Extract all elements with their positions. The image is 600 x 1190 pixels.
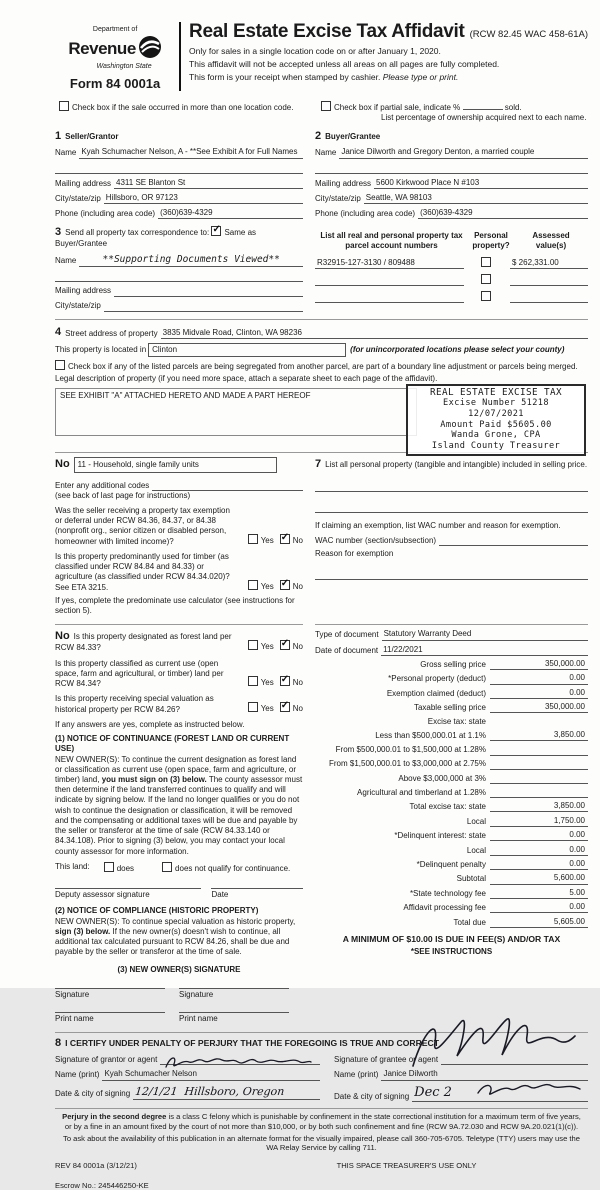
tax-row-label: Local: [466, 816, 486, 826]
stamp-excise-number: Excise Number 51218: [443, 398, 549, 409]
tax-row-label: From $500,000.01 to $1,500,000 at 1.28%: [335, 745, 486, 755]
corr-name-label: Name: [55, 256, 77, 266]
buyer-phone-label: Phone (including area code): [315, 209, 416, 219]
form-subtitle-1: Only for sales in a single location code on or after January 1, 2020.: [189, 46, 441, 57]
tax-row-label: *Personal property (deduct): [388, 674, 486, 684]
s6-q1-text: Is this property designated as forest land per RCW 84.33?: [55, 632, 232, 653]
tax-row-label: *State technology fee: [409, 888, 486, 898]
tax-row-value-field[interactable]: 350,000.00: [490, 702, 588, 713]
seller-mailing-label: Mailing address: [55, 178, 112, 188]
buyer-name2-field[interactable]: [315, 163, 588, 174]
s6-note: If any answers are yes, complete as instructed below.: [55, 719, 245, 729]
tax-row-value-field[interactable]: 3,850.00: [490, 730, 588, 741]
section2-number: 2: [315, 130, 322, 143]
parcel-col-header: List all real and personal property tax: [320, 231, 463, 241]
section6-number: No: [55, 630, 70, 643]
stamp-amount-paid: Amount Paid $5605.00: [440, 419, 552, 430]
seller-mailing-field[interactable]: 4311 SE Blanton St: [114, 178, 303, 189]
grantor-date-city-label: Date & city of signing: [55, 1089, 131, 1099]
tax-row-value-field[interactable]: 0.00: [490, 688, 588, 699]
tax-row: [315, 730, 588, 741]
form-subtitle-3: This form is your receipt when stamped by cashier.: [189, 72, 381, 83]
section3-number: 3: [55, 226, 62, 239]
notice1-body: NEW OWNER(S): To continue the current designation as forest land or classification as current use (open space, farm and agriculture, or timber) land, you must sign on (3) below. The county assessor must then determine if the land transferred continues to qualify and will indicate by signing below. If the land no longer qualifies or you do not wish to continue the designation or classification, it will be removed and the compensating or additional taxes will be due and payable by the seller or transferor at the time of sale (RCW 84.33.140 or 84.34.108). Prior to signing (3) below, you may contact your local county assessor for more information.: [55, 754, 303, 856]
supporting-documents-stamp: **Supporting Documents Viewed**: [79, 254, 303, 267]
s7-line: List all personal property (tangible and intangible) included in selling price.: [325, 459, 588, 469]
multi-location-checkbox[interactable]: [59, 101, 69, 111]
form-number: Form 84 0001a: [69, 76, 161, 92]
notice2-body: NEW OWNER(S): To continue special valuation as historic property, sign (3) below. If the new owner(s) doesn't wish to continue, all additional tax calculated pursuant to RCW 84.26, shall be due and payable by the seller or transferor at the time of sale.: [55, 916, 296, 957]
new-owner-signature-2-field[interactable]: Signature: [179, 988, 289, 1000]
treasurer-use-label: THIS SPACE TREASURER'S USE ONLY: [336, 1161, 477, 1170]
correspondence-section: [55, 225, 303, 311]
land-label: This land:: [55, 861, 90, 871]
s5-q2-yes-checkbox[interactable]: [248, 580, 258, 590]
parcel-number-field[interactable]: [315, 292, 464, 303]
tax-row: [315, 702, 588, 713]
tax-row-value-field[interactable]: 5,605.00: [490, 917, 588, 928]
tax-row-value-field[interactable]: [490, 745, 588, 756]
s6-q3-text: Is this property receiving special valuation as historical property per RCW 84.26?: [55, 694, 214, 714]
land-does-label: does: [116, 863, 135, 873]
land-does-checkbox[interactable]: [104, 862, 114, 872]
deputy-date-field[interactable]: [211, 888, 303, 900]
parcel-row: [315, 257, 588, 269]
same-as-buyer-label: Same as Buyer/Grantee: [55, 228, 257, 249]
tax-row-label: Subtotal: [456, 874, 486, 884]
deputy-assessor-label: Deputy assessor signature: [55, 890, 150, 900]
tax-row: [315, 888, 588, 899]
rev-number: REV 84 0001a (3/12/21): [55, 1161, 137, 1170]
tax-row-label: *Delinquent penalty: [416, 859, 486, 869]
segregated-checkbox[interactable]: [55, 360, 65, 370]
section2-title: Buyer/Grantee: [325, 132, 381, 142]
buyer-csz-label: City/state/zip: [315, 193, 361, 203]
parcel-number-field[interactable]: [315, 275, 464, 286]
parcel-row: [315, 291, 588, 303]
tax-row: [315, 801, 588, 812]
parcel-table: List all real and personal property tax parcel account numbers Personal property? Assessed value(s) R32915-127-3130 / 809488 $ 262,331.00: [315, 225, 588, 311]
stamp-title: REAL ESTATE EXCISE TAX: [430, 386, 562, 398]
land-does-not-label: does not qualify for continuance.: [175, 863, 291, 873]
tax-row-value-field[interactable]: [490, 759, 588, 770]
tax-row: [315, 902, 588, 913]
seller-section: [55, 129, 303, 219]
assessed-value-col-header: Assessed: [532, 231, 570, 241]
tax-row: [315, 717, 588, 727]
tax-row-value-field[interactable]: [490, 773, 588, 784]
buyer-section: [315, 129, 588, 219]
s6-q3-yes-checkbox[interactable]: [248, 702, 258, 712]
use-code-section: No 11 - Household, single family units Enter any additional codes (see back of last page for instructions) Was the seller receiving a property tax exemption or deferral under RCW 84.36, 84.37, or 84.38 (nonprofit org., senior citizen or disabled person, homeowner with limited income)? Yes ✓ No Is this property predominantly used for timber (as classified under RCW 84.84 and 84.33) or agriculture (as classified under RCW 84.34.020)? See ETA 3215. Yes ✓ No If yes, complete the predominate use calculator (see instructions for section 5).: [55, 457, 303, 617]
personal-property-section: [315, 457, 588, 617]
located-select[interactable]: Clinton: [148, 343, 346, 357]
seller-csz-field[interactable]: Hillsboro, OR 97123: [104, 193, 303, 204]
tax-row: [315, 659, 588, 670]
s5-q2-no-checkbox[interactable]: [280, 580, 290, 590]
seller-name-label: Name: [55, 148, 77, 158]
grantee-date-city-field[interactable]: Dec 2: [412, 1085, 588, 1103]
s5-q1-yes-checkbox[interactable]: [248, 534, 258, 544]
seller-name-field[interactable]: Kyah Schumacher Nelson, A - **See Exhibit A for Full Names: [79, 147, 303, 158]
s6-q2-no-checkbox[interactable]: [280, 676, 290, 686]
land-does-not-checkbox[interactable]: [162, 862, 172, 872]
tax-row-label: Taxable selling price: [413, 703, 486, 713]
tax-row-value-field[interactable]: 350,000.00: [490, 659, 588, 670]
seller-name2-field[interactable]: [55, 163, 303, 174]
land-use-code-select[interactable]: 11 - Household, single family units: [74, 457, 277, 473]
seller-csz-label: City/state/zip: [55, 193, 101, 203]
tax-row: [315, 688, 588, 699]
tax-row-value-field[interactable]: 5,600.00: [490, 873, 588, 884]
tax-row: [315, 830, 588, 841]
additional-codes-note: (see back of last page for instructions): [55, 490, 191, 500]
escrow-number: 245446250-KE: [98, 1180, 149, 1190]
minimum-due-line: A MINIMUM OF $10.00 IS DUE IN FEE(S) AND/OR TAX: [342, 933, 561, 944]
parcel-number-field[interactable]: R32915-127-3130 / 809488: [315, 258, 464, 269]
assessed-value-field[interactable]: [510, 275, 588, 286]
located-label: This property is located in: [55, 344, 147, 354]
s6-q3-no-checkbox[interactable]: [280, 702, 290, 712]
personal-property-checkbox[interactable]: [481, 274, 491, 284]
section8-number: 8: [55, 1037, 62, 1050]
corr-name2-field[interactable]: [55, 271, 303, 282]
form-subtitle-2: This affidavit will not be accepted unless all areas on all pages are fully completed.: [189, 59, 500, 70]
s7-exemption-line: If claiming an exemption, list WAC number and reason for exemption.: [315, 520, 561, 530]
date-of-document-label: Date of document: [315, 645, 379, 655]
personal-property-checkbox[interactable]: [481, 291, 491, 301]
s5-q2-text: Is this property predominantly used for timber (as classified under RCW 84.84 and 84.33) or agriculture (as classified under RCW 84.34.020)? See ETA 3215.: [55, 551, 230, 592]
grantee-signature-label: Signature of grantee or agent: [334, 1055, 439, 1065]
form-footer: [55, 1108, 588, 1190]
escrow-label: Escrow No.:: [55, 1180, 96, 1190]
buyer-phone-field[interactable]: (360)639-4329: [418, 208, 588, 219]
tax-row: [315, 745, 588, 756]
additional-codes-label: Enter any additional codes: [55, 480, 150, 490]
section5-number: No: [55, 457, 70, 470]
section1-title: Seller/Grantor: [65, 132, 119, 142]
partial-sale-checkbox[interactable]: [321, 101, 331, 111]
tax-row-label: *Delinquent interest: state: [394, 831, 486, 841]
tax-row-label: Above $3,000,000 at 3%: [398, 773, 486, 783]
grantor-date-city-field[interactable]: 12/1/21 Hillsboro, Oregon: [133, 1085, 320, 1100]
legal-description-label: Legal description of property (if you need more space, attach a separate sheet to each page of the affidavit).: [55, 374, 438, 384]
legal-description-field[interactable]: SEE EXHIBIT "A" ATTACHED HERETO AND MADE A PART HEREOF: [55, 388, 417, 436]
notice1-title: (1) NOTICE OF CONTINUANCE (FOREST LAND OR CURRENT USE): [55, 734, 290, 754]
tax-row-label: From $1,500,000.01 to $3,000,000 at 2.75%: [328, 759, 486, 769]
s5-q1-text: Was the seller receiving a property tax exemption or deferral under RCW 84.36, 84.37, or 84.38 (nonprofit org., senior citizen or disabled person, homeowner with limited income)?: [55, 505, 230, 546]
see-instructions-line: *SEE INSTRUCTIONS: [410, 946, 493, 956]
new-owners-signature-title: (3) NEW OWNER(S) SIGNATURE: [117, 965, 241, 975]
grantee-name-print-field[interactable]: Janice Dilworth: [381, 1069, 588, 1080]
tax-row: [315, 787, 588, 798]
tax-row-value-field[interactable]: 0.00: [490, 859, 588, 870]
tax-row-label: Affidavit processing fee: [403, 903, 486, 913]
s7-reason-field[interactable]: [315, 567, 588, 580]
buyer-mailing-field[interactable]: 5600 Kirkwood Place N #103: [374, 178, 588, 189]
tax-row: [315, 859, 588, 870]
located-note: (for unincorporated locations please select your county): [350, 344, 565, 354]
tax-row: [315, 673, 588, 684]
partial-sale-percent-field[interactable]: [463, 101, 503, 110]
header-divider: [179, 22, 181, 91]
tax-row-label: Local: [466, 845, 486, 855]
agency-state-label: Washington State: [96, 63, 152, 71]
date-of-document-field[interactable]: 11/22/2021: [381, 645, 588, 656]
tax-row-label: Agricultural and timberland at 1.28%: [357, 787, 486, 797]
tax-row: [315, 759, 588, 770]
deputy-assessor-signature-field[interactable]: [55, 888, 201, 900]
tax-row-value-field[interactable]: 3,850.00: [490, 801, 588, 812]
tax-row-value-field[interactable]: 0.00: [490, 830, 588, 841]
tax-row-value-field[interactable]: 0.00: [490, 902, 588, 913]
s6-q1-yes-checkbox[interactable]: [248, 640, 258, 650]
buyer-csz-field[interactable]: Seattle, WA 98103: [364, 193, 588, 204]
alt-format-notice: To ask about the availability of this publication in an alternate format for the visually impaired, please call 360-705-6705. Teletype (TTY) users may use the WA Relay Service by calling 711.: [63, 1133, 580, 1153]
tax-row: [315, 845, 588, 856]
partial-sale-label: Check box if partial sale, indicate %: [334, 102, 461, 112]
revenue-logo-icon: [138, 35, 162, 62]
type-of-document-field[interactable]: Statutory Warranty Deed: [382, 629, 588, 640]
parcel-row: [315, 274, 588, 286]
new-owner-signature-1-field[interactable]: Signature: [55, 988, 165, 1000]
wac-number-field[interactable]: [439, 535, 588, 546]
tax-row-value-field[interactable]: [490, 717, 588, 727]
tax-row: [315, 773, 588, 784]
agency-block: [55, 20, 175, 93]
grantee-signature-field[interactable]: [441, 1054, 588, 1065]
tax-row-label: Exemption claimed (deduct): [386, 688, 486, 698]
stamp-date: 12/07/2021: [468, 408, 524, 419]
buyer-name-label: Name: [315, 148, 337, 158]
corr-csz-label: City/state/zip: [55, 301, 101, 311]
tax-row-label: Total excise tax: state: [409, 802, 486, 812]
tax-computation-section: [315, 624, 588, 1024]
form-title: Real Estate Excise Tax Affidavit: [189, 21, 465, 42]
grantor-signature-label: Signature of grantor or agent: [55, 1055, 158, 1065]
buyer-name-field[interactable]: Janice Dilworth and Gregory Denton, a married couple: [339, 147, 588, 158]
grantee-name-print-label: Name (print): [334, 1070, 379, 1080]
tax-row: [315, 917, 588, 928]
tax-row-value-field[interactable]: 0.00: [490, 673, 588, 684]
perjury-notice: Perjury in the second degree is a class C felony which is punishable by confinement in the state correctional institution for a maximum term of five years, or by a fine in an amount fixed by the court of not more than $10,000, or by both such confinement and fine (RCW 9A.72.030 and RCW 9A.20.021(1)(c)).: [62, 1112, 581, 1131]
certification-section: [55, 1032, 588, 1102]
agency-dept-label: Department of: [92, 26, 138, 33]
reason-exemption-label: Reason for exemption: [315, 548, 394, 558]
corr-mailing-field[interactable]: [114, 286, 303, 297]
personal-property-checkbox[interactable]: [481, 257, 491, 267]
same-as-buyer-checkbox[interactable]: [211, 226, 221, 236]
form-header: [55, 20, 588, 93]
tax-row-value-field[interactable]: 0.00: [490, 845, 588, 856]
segregated-label: Check box if any of the listed parcels are being segregated from another parcel, are part of a boundary line adjustment or parcels being merged.: [68, 362, 578, 372]
deputy-date-label: Date: [211, 890, 229, 900]
form-title-reference: (RCW 82.45 WAC 458-61A): [469, 29, 588, 40]
section7-number: 7: [315, 457, 322, 470]
grantor-signature-field[interactable]: [160, 1054, 320, 1065]
tax-row-value-field[interactable]: [490, 787, 588, 798]
wac-number-label: WAC number (section/subsection): [315, 535, 437, 545]
land-designation-section: No Is this property designated as forest land per RCW 84.33? Yes ✓ No Is this property classified as current use (open space, farm and agricultural, or timber) land per RCW 84.34? Yes ✓ No Is this property receiving special valuation as historical property per RCW 84.26? Yes ✓ No If any answers are yes, complete as instructed below. (1) NOTICE OF CONTINUANCE (FOREST LAND OR CURRENT USE) NEW OWNER(S): To continue the current designation as forest land or classification as current use (open space, farm and agriculture, or timber) land, you must sign on (3) below. The county assessor must then determine if the land transferred continues to qualify and will indicate by signing below. If the land no longer qualifies or you do not wish to continue the designation or classification, it will be removed and the compensating or additional taxes will be due and payable by the seller or transferor at the time of sale (RCW 84.33.140 or 84.34.108). Prior to signing (3) below, you may contact your local county assessor for more information. This land: does does not qualify for continuance. Deputy assessor signature Date (2) NOTICE OF COMPLIANCE (HISTORIC PROPERTY) NEW OWNER(S): To continue special valuation as historic property, sign (3) below. If the new owner(s) doesn't wish to continue, all additional tax calculated pursuant to RCW 84.26, shall be due and payable by the seller or transferor at the time of sale. (3) NEW OWNER(S) SIGNATURE Signature Signature Print name Print name: [55, 624, 303, 1024]
tax-row-label: Total due: [453, 917, 486, 927]
tax-row-label: Less than $500,000.01 at 1.1%: [375, 731, 486, 741]
new-owner-print-1-field[interactable]: Print name: [55, 1012, 165, 1024]
seller-phone-field[interactable]: (360)639-4329: [158, 208, 303, 219]
assessed-value-field[interactable]: [510, 292, 588, 303]
personal-property-col-header: Personal: [474, 231, 508, 241]
property-section: [55, 319, 588, 452]
section4-number: 4: [55, 325, 62, 338]
stamp-treasurer-name: Wanda Grone, CPA: [451, 430, 541, 441]
tax-row: [315, 816, 588, 827]
s6-q1-no-checkbox[interactable]: [280, 640, 290, 650]
grantor-name-print-label: Name (print): [55, 1070, 100, 1080]
tax-row-label: Gross selling price: [420, 659, 486, 669]
section1-number: 1: [55, 130, 62, 143]
treasurer-stamp: [406, 384, 586, 456]
s5-q1-no-checkbox[interactable]: [280, 534, 290, 544]
buyer-mailing-label: Mailing address: [315, 178, 372, 188]
s6-q2-yes-checkbox[interactable]: [248, 676, 258, 686]
section3-line: Send all property tax correspondence to:: [65, 228, 210, 238]
stamp-treasurer-title: Island County Treasurer: [431, 441, 561, 452]
tax-row: [315, 873, 588, 884]
new-owner-print-2-field[interactable]: Print name: [179, 1012, 289, 1024]
tax-row-label: Excise tax: state: [427, 716, 486, 726]
grantor-name-print-field[interactable]: Kyah Schumacher Nelson: [102, 1069, 320, 1080]
additional-codes-field[interactable]: [152, 480, 303, 491]
street-address-field[interactable]: 3835 Midvale Road, Clinton, WA 98236: [161, 328, 588, 339]
agency-name: Revenue: [68, 38, 136, 58]
tax-row-value-field[interactable]: 5.00: [490, 888, 588, 899]
corr-csz-field[interactable]: [104, 301, 303, 312]
corr-mailing-label: Mailing address: [55, 286, 112, 296]
partial-sale-note: List percentage of ownership acquired next to each name.: [381, 113, 587, 122]
s7-blank-field-1[interactable]: [315, 479, 588, 492]
seller-phone-label: Phone (including area code): [55, 209, 156, 219]
grantee-date-city-label: Date & city of signing: [334, 1091, 410, 1101]
s5-note: If yes, complete the predominate use calculator (see instructions for section 5).: [55, 595, 295, 616]
assessed-value-field[interactable]: $ 262,331.00: [510, 258, 588, 269]
multi-location-label: Check box if the sale occurred in more than one location code.: [72, 102, 294, 112]
notice2-title: (2) NOTICE OF COMPLIANCE (HISTORIC PROPERTY): [55, 906, 259, 916]
tax-row-value-field[interactable]: 1,750.00: [490, 816, 588, 827]
form-subtitle-3-italic: Please type or print.: [382, 72, 459, 83]
partial-sale-sold-label: sold.: [504, 102, 522, 112]
s6-q2-text: Is this property classified as current use (open space, farm and agricultural, or timber) land per RCW 84.34?: [55, 658, 224, 689]
s7-blank-field-2[interactable]: [315, 500, 588, 513]
certify-statement: I CERTIFY UNDER PENALTY OF PERJURY THAT THE FOREGOING IS TRUE AND CORRECT: [65, 1038, 439, 1049]
type-of-document-label: Type of document: [315, 630, 379, 640]
street-address-label: Street address of property: [65, 328, 158, 338]
